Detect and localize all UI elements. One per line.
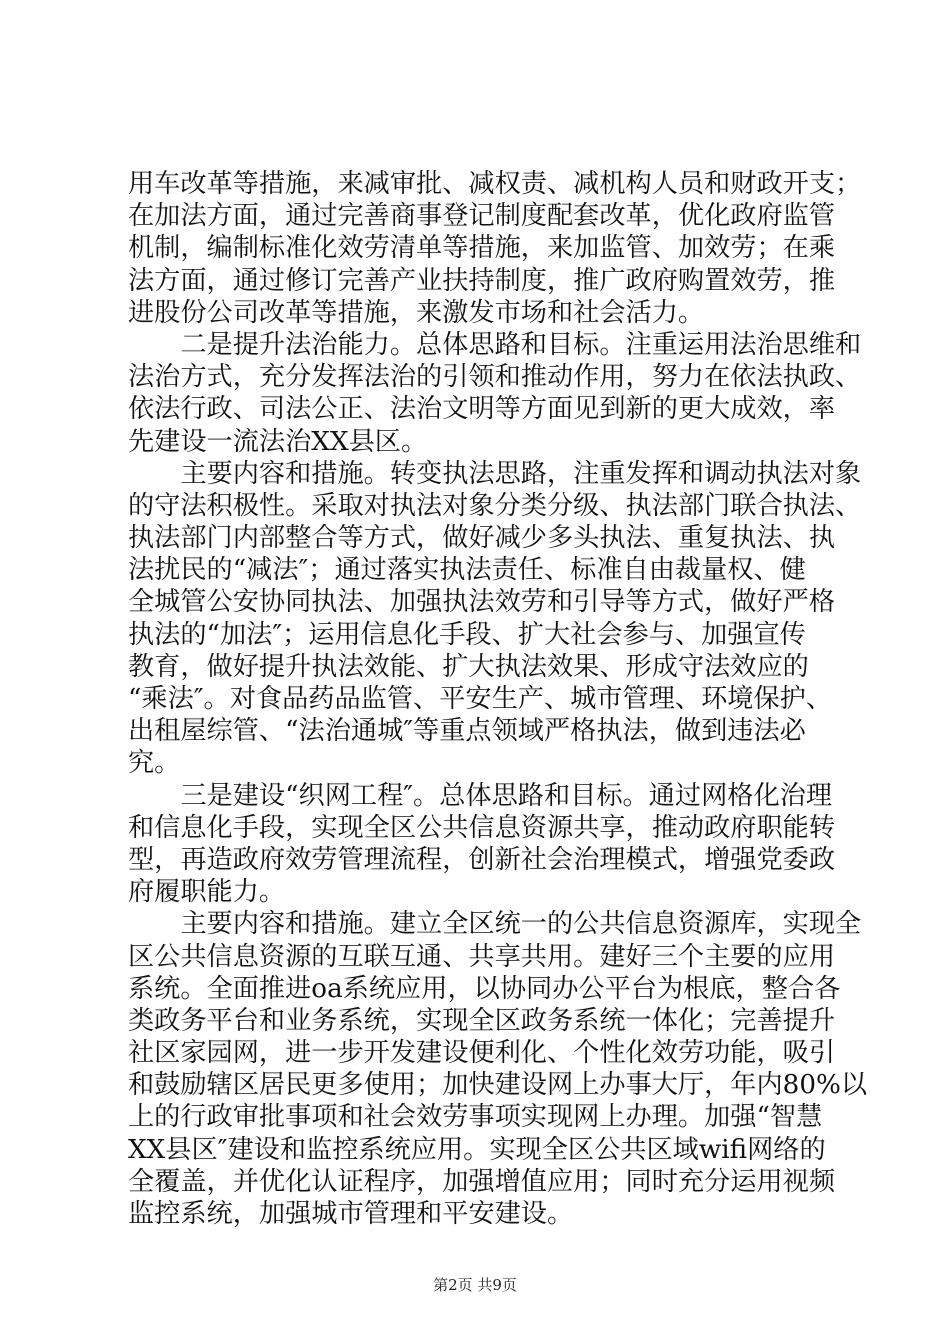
text-line: 监控系统，加强城市管理和平安建设。 xyxy=(128,1199,574,1229)
text-line: 依法行政、司法公正、法治文明等方面见到新的更大成效，率 xyxy=(128,394,836,425)
text-line: 全覆盖，并优化认证程序，加强增值应用；同时充分运用视频 xyxy=(128,1166,836,1197)
text-line: 和鼓励辖区居民更多使用；加快建设网上办事大厅，年内80%以 xyxy=(128,1070,868,1101)
text-line: 二是提升法治能力。总体思路和目标。注重运用法治思维和 xyxy=(128,329,862,360)
text-line: 系统。全面推进oa系统应用，以协同办公平台为根底，整合各 xyxy=(128,973,841,1004)
text-line: 执法的“加法″；运用信息化手段、扩大社会参与、加强宣传 xyxy=(128,619,806,650)
text-line: 主要内容和措施。转变执法思路，注重发挥和调动执法对象 xyxy=(128,458,862,489)
text-line: 教育，做好提升执法效能、扩大执法效果、形成守法效应的 xyxy=(128,651,809,682)
page-number: 第2页 共9页 xyxy=(433,1276,517,1294)
text-line: 先建设一流法治XX县区。 xyxy=(128,426,428,457)
text-line: 机制，编制标准化效劳清单等措施，来加监管、加效劳；在乘 xyxy=(128,233,836,264)
text-line: 型，再造政府效劳管理流程，创新社会治理模式，增强党委政 xyxy=(128,844,836,875)
text-line: 在加法方面，通过完善商事登记制度配套改革，优化政府监管 xyxy=(128,201,836,232)
text-line: 类政务平台和业务系统，实现全区政务系统一体化；完善提升 xyxy=(128,1005,836,1036)
text-line: 区公共信息资源的互联互通、共享共用。建好三个主要的应用 xyxy=(128,941,836,972)
text-line: 上的行政审批事项和社会效劳事项实现网上办理。加强“智慧 xyxy=(128,1102,823,1133)
text-line: 执法部门内部整合等方式，做好减少多头执法、重复执法、执 xyxy=(128,523,836,554)
text-line: 出租屋综管、“法治通城″等重点领域严格执法，做到违法必 xyxy=(128,716,806,747)
text-line: 主要内容和措施。建立全区统一的公共信息资源库，实现全 xyxy=(128,909,862,940)
text-line: 和信息化手段，实现全区公共信息资源共享，推动政府职能转 xyxy=(128,812,836,843)
text-line: “乘法″。对食品药品监管、平安生产、城市管理、环境保护、 xyxy=(128,684,833,714)
text-line: 进股份公司改革等措施，来激发市场和社会活力。 xyxy=(128,297,705,328)
text-line: 法治方式，充分发挥法治的引领和推动作用，努力在依法执政、 xyxy=(128,362,862,393)
text-line: 府履职能力。 xyxy=(128,877,286,908)
text-line: 三是建设“织网工程″。总体思路和目标。通过网格化治理 xyxy=(128,780,833,811)
text-line: 全城管公安协同执法、加强执法效劳和引导等方式，做好严格 xyxy=(128,587,836,618)
text-line: 法方面，通过修订完善产业扶持制度，推广政府购置效劳，推 xyxy=(128,265,836,296)
text-line: 法扰民的“减法″；通过落实执法责任、标准自由裁量权、健 xyxy=(128,555,806,586)
document-body xyxy=(128,168,868,1230)
text-line: 社区家园网，进一步开发建设便利化、个性化效劳功能，吸引 xyxy=(128,1038,836,1069)
text-line: 究。 xyxy=(128,748,181,779)
text-line: XX县区″建设和监控系统应用。实现全区公共区域wifi网络的 xyxy=(128,1134,826,1165)
text-line: 用车改革等措施，来减审批、减权责、减机构人员和财政开支； xyxy=(128,169,862,199)
text-line: 的守法积极性。采取对执法对象分类分级、执法部门联合执法、 xyxy=(128,490,862,521)
